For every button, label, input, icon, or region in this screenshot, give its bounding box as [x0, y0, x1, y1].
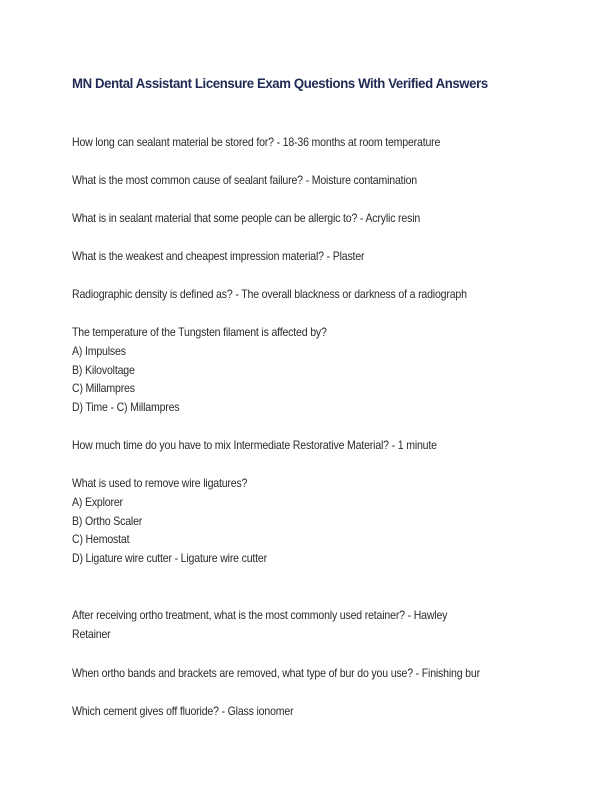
qa-option-line: D) Time - C) Millampres: [72, 400, 180, 415]
qa-item-retainer: [72, 606, 486, 644]
qa-line: How long can sealant material be stored for? - 18-36 months at room temperature: [72, 135, 441, 149]
qa-question-line: What is used to remove wire ligatures?: [72, 476, 248, 490]
qa-item-sealant-storage: [72, 133, 486, 152]
qa-line: How much time do you have to mix Intermediate Restorative Material? - 1 minute: [72, 438, 437, 452]
document-title: MN Dental Assistant Licensure Exam Questions With Verified Answers: [72, 75, 488, 91]
qa-line: Which cement gives off fluoride? - Glass ionomer: [72, 704, 294, 718]
qa-item-irm-mix-time: [72, 436, 486, 455]
qa-item-impression-material: [72, 247, 486, 266]
qa-item-tungsten-filament: [72, 323, 486, 417]
qa-line: Radiographic density is defined as? - The overall blackness or darkness of a radiograph: [72, 287, 467, 301]
qa-line: When ortho bands and brackets are removed, what type of bur do you use? - Finishing bur: [72, 666, 480, 680]
qa-item-radiographic-density: [72, 285, 486, 304]
qa-option-line: C) Millampres: [72, 381, 135, 396]
qa-item-fluoride-cement: [72, 702, 486, 721]
qa-option-line: C) Hemostat: [72, 532, 130, 547]
qa-option-line: B) Kilovoltage: [72, 362, 135, 377]
qa-item-finishing-bur: [72, 664, 486, 683]
qa-line: What is in sealant material that some people can be allergic to? - Acrylic resin: [72, 211, 421, 225]
qa-option-line: A) Impulses: [72, 343, 126, 358]
qa-item-sealant-allergy: [72, 209, 486, 228]
qa-option-line: D) Ligature wire cutter - Ligature wire cutter: [72, 551, 267, 566]
qa-line: Retainer: [72, 626, 111, 641]
qa-line: What is the weakest and cheapest impression material? - Plaster: [72, 249, 365, 263]
qa-question-line: The temperature of the Tungsten filament is affected by?: [72, 325, 327, 339]
qa-line: What is the most common cause of sealant failure? - Moisture contamination: [72, 173, 418, 187]
qa-line: After receiving ortho treatment, what is the most commonly used retainer? - Hawley: [72, 608, 448, 622]
qa-option-line: A) Explorer: [72, 494, 123, 509]
qa-item-sealant-failure: [72, 171, 486, 190]
qa-item-wire-ligatures: [72, 474, 486, 568]
qa-option-line: B) Ortho Scaler: [72, 513, 143, 528]
